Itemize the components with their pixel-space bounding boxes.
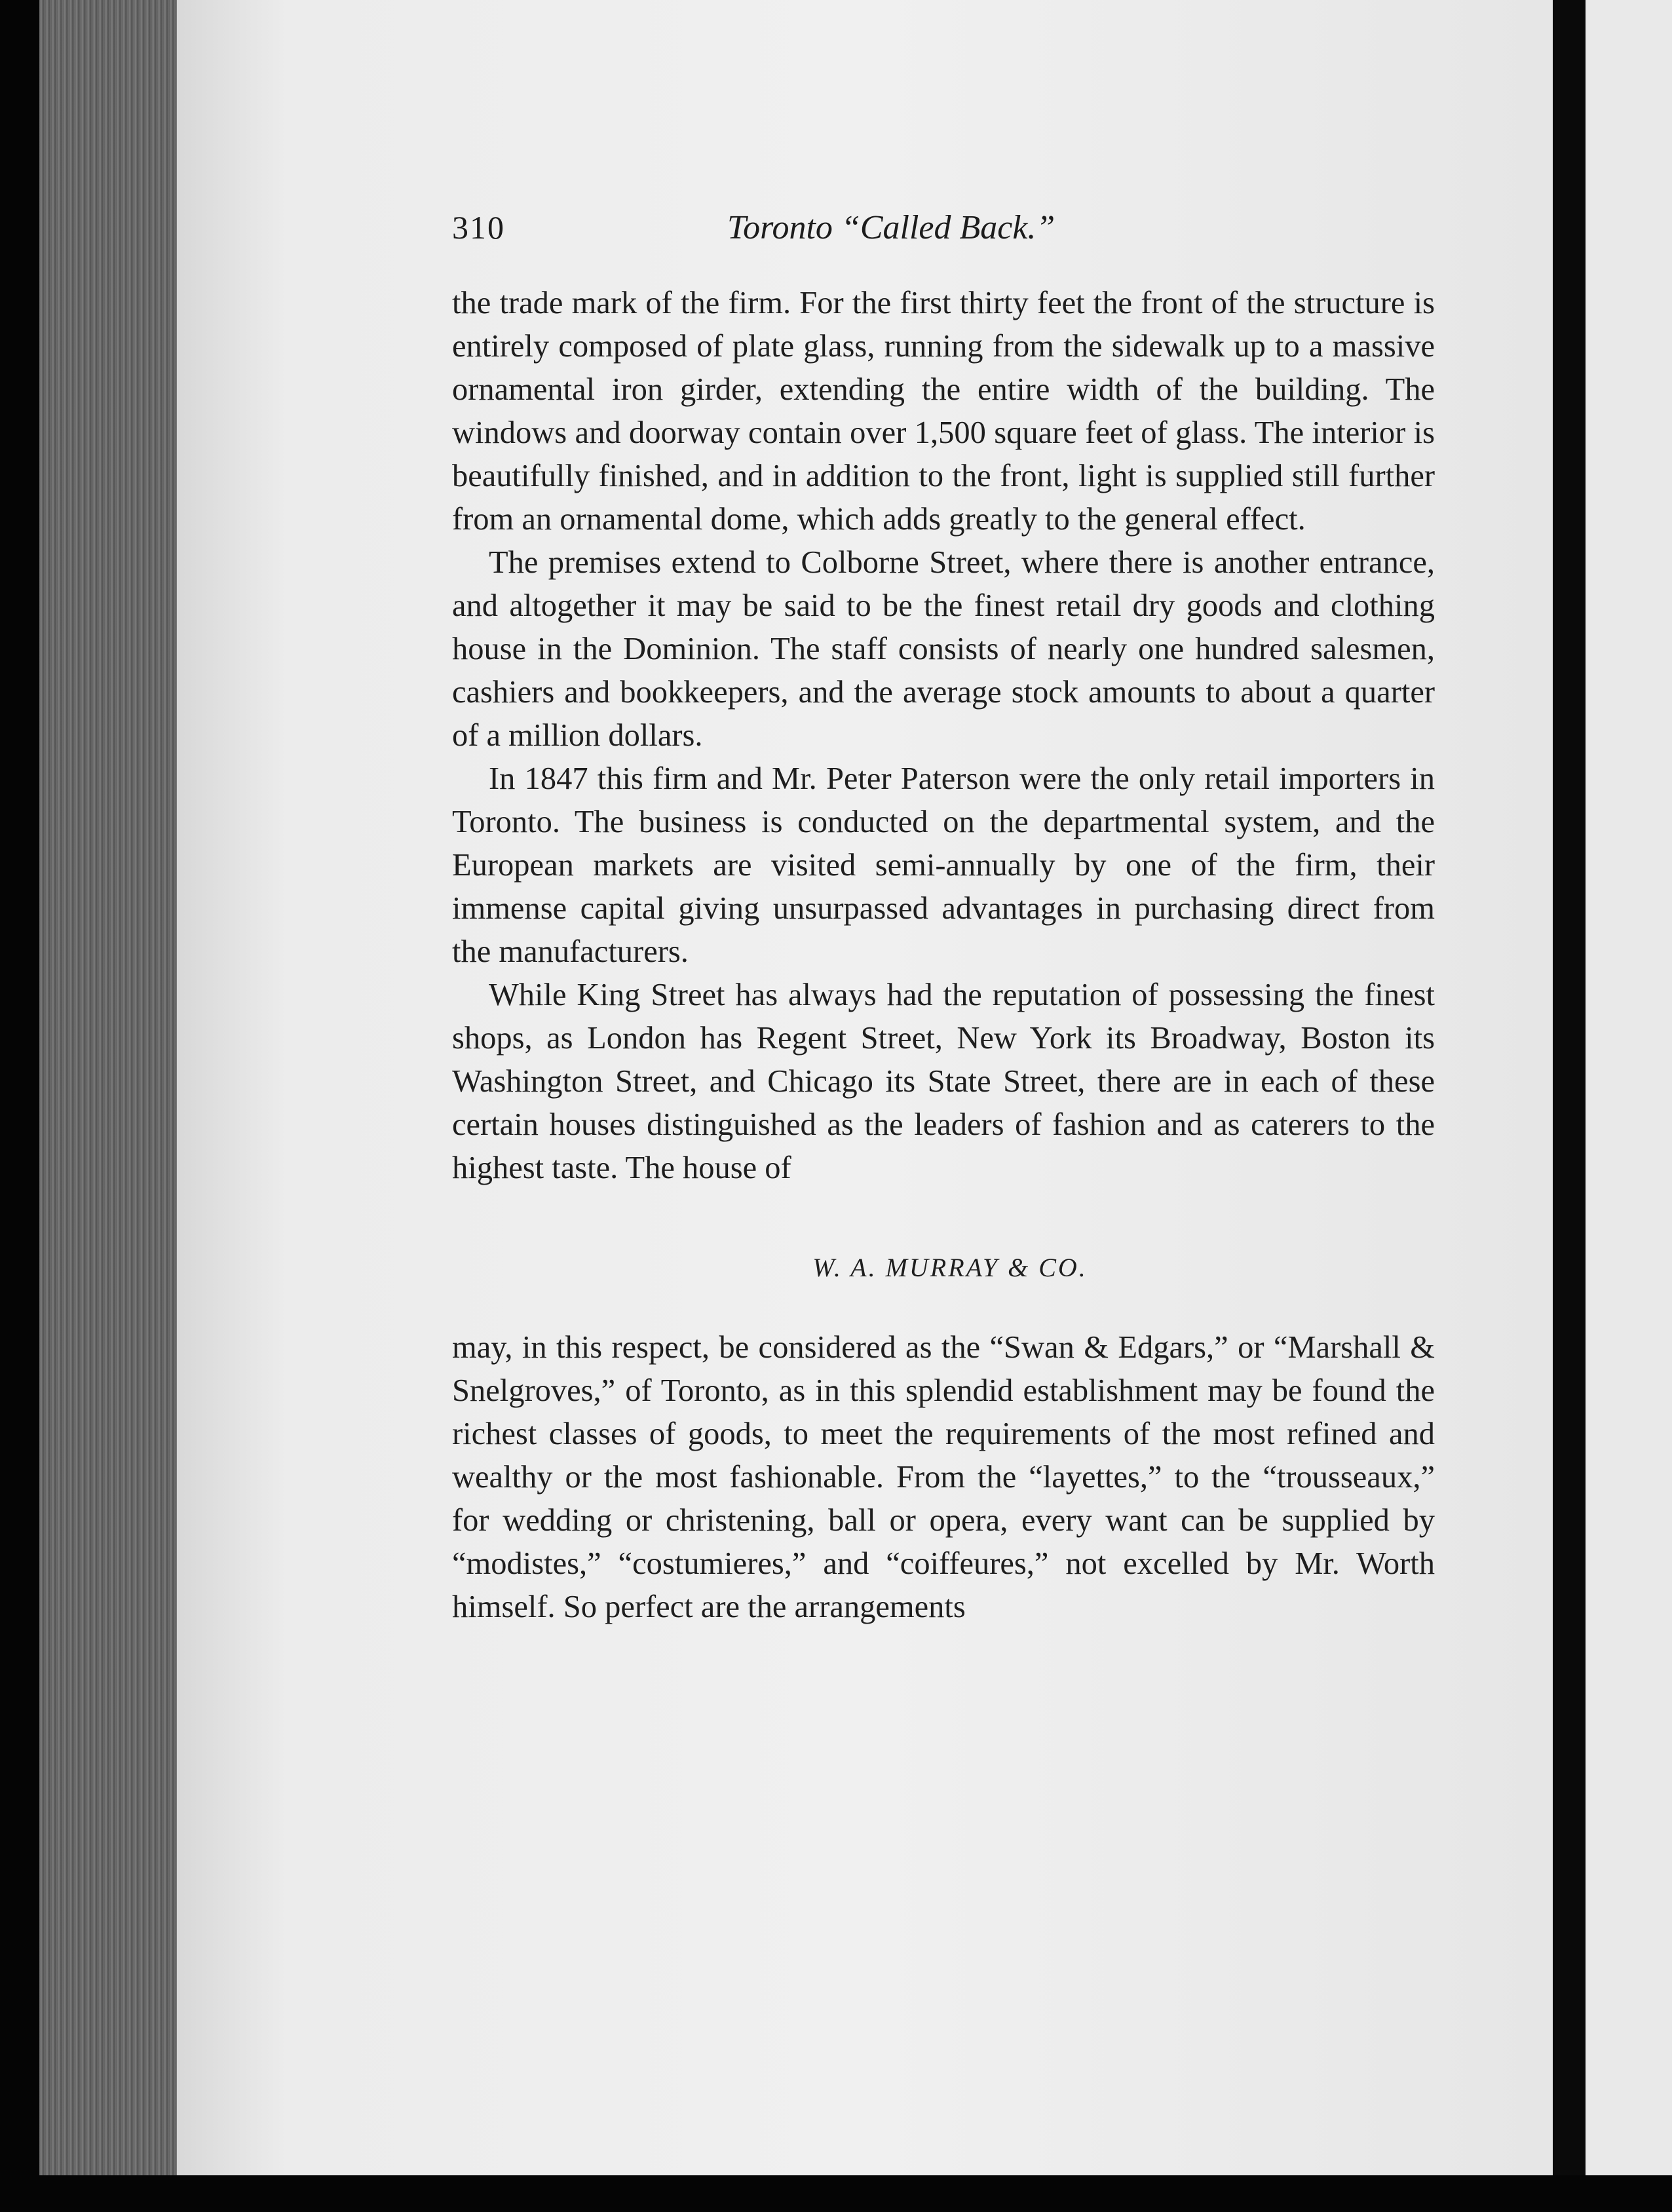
page-header — [452, 208, 1448, 261]
continuation-paragraph: may, in this respect, be considered as the “Swan & Edgars,” or “Marshall & Snelgroves,” of Toronto, as in this splendid establishment may be found the richest classes of goods, to meet the requirements of the most refined and wealthy or the most fashionable. From the “layettes,” to the “trousseaux,” for wedding or christening, ball or opera, every want can be supplied by “modistes,” “costumieres,” and “coiffeures,” not excelled by Mr. Worth himself. So perfect are the arrangements — [452, 1330, 1435, 1624]
page-number: 310 — [452, 209, 505, 246]
running-title: Toronto “Called Back.” — [727, 209, 1055, 246]
paragraph-1: the trade mark of the firm. For the first thirty feet the front of the structure is entirely composed of plate glass, running from the sidewalk up to a massive ornamental iron girder, extending the entire width of the building. The windows and doorway contain over 1,500 square feet of glass. The interior is beautifully finished, and in addition to the front, light is supplied still further from an ornamental dome, which adds greatly to the general effect. — [452, 286, 1435, 537]
paragraph-2: The premises extend to Colborne Street, where there is another entrance, and altogether it may be said to be the finest retail dry goods and clothing house in the Dominion. The staff consists of nearly one hundred salesmen, cashiers and bookkeepers, and the average stock amounts to about a quarter of a million dollars. — [452, 545, 1435, 753]
page-body — [452, 282, 1435, 1629]
paragraph-4: While King Street has always had the reputation of possessing the finest shops, as London has Regent Street, New York its Broadway, Boston its Washington Street, and Chicago its State Street, there are in each of these certain houses distinguished as the leaders of fashion and as caterers to the highest taste. The house of — [452, 978, 1435, 1185]
next-page-edge — [1586, 0, 1672, 2212]
bottom-scan-border — [0, 2175, 1672, 2212]
book-spine-edge — [39, 0, 190, 2175]
page-gutter — [1553, 0, 1586, 2212]
firm-heading: W. A. MURRAY & CO. — [812, 1253, 1088, 1282]
paragraph-3: In 1847 this firm and Mr. Peter Paterson were the only retail importers in Toronto. The business is conducted on the departmental system, and the European markets are visited semi-annually by one of the firm, their immense capital giving unsurpassed advantages in purchasing direct from the manufacturers. — [452, 761, 1435, 969]
